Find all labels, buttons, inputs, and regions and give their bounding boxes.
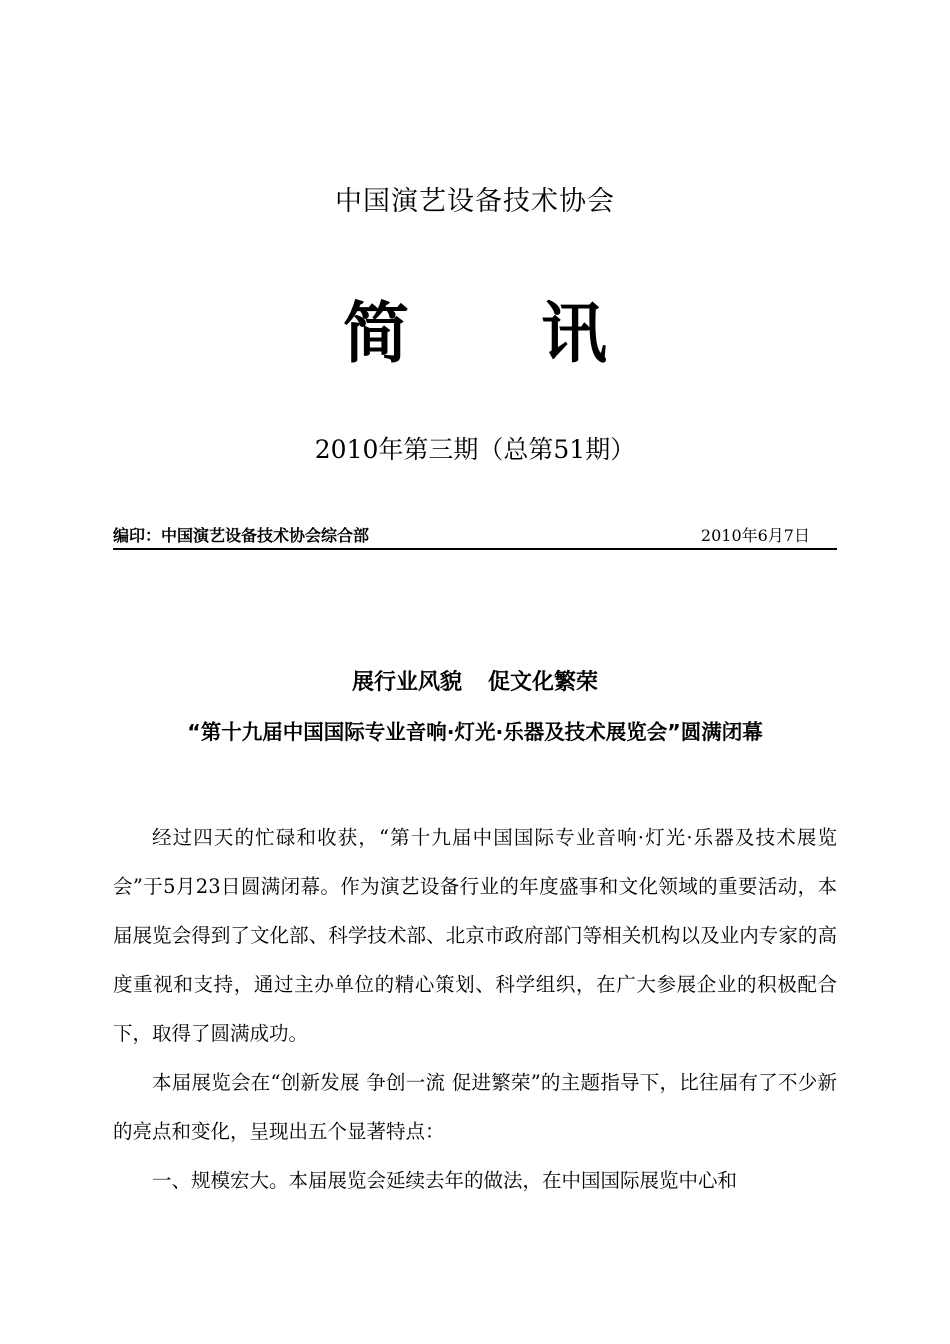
organization-name: 中国演艺设备技术协会 xyxy=(335,186,615,217)
paragraph: 一、规模宏大。本届展览会延续去年的做法，在中国国际展览中心和 xyxy=(152,1169,738,1192)
article-title xyxy=(0,666,950,700)
editor-name: 编印：中国演艺设备技术协会综合部 xyxy=(113,526,370,545)
article-title-part-1: 展行业风貌 xyxy=(351,670,462,695)
bulletin-title-char-1: 简 xyxy=(343,295,409,372)
paragraph: 经过四天的忙碌和收获，“第十九届中国国际专业音响·灯光·乐器及技术展览会”于5月23日圆满闭幕。作为演艺设备行业的年度盛事和文化领域的重要活动，本届展览会得到了文化部、科学技术部、北京市政府部门等相关机构以及业内专家的高度重视和支持，通过主办单位的精心策划、科学组织，在广大参展企业的积极配合下，取得了圆满成功。 xyxy=(113,826,837,1045)
article-subtitle: “第十九届中国国际专业音响·灯光·乐器及技术展览会”圆满闭幕 xyxy=(187,720,763,744)
article-body xyxy=(113,813,837,1205)
paragraph: 本届展览会在“创新发展 争创一流 促进繁荣”的主题指导下，比往届有了不少新的亮点和变化，呈现出五个显著特点： xyxy=(113,1071,837,1143)
bulletin-title xyxy=(0,296,950,372)
bulletin-title-char-2: 讯 xyxy=(541,295,607,372)
article-title-part-2: 促文化繁荣 xyxy=(488,670,599,695)
issue-number: 2010年第三期（总第51期） xyxy=(314,435,636,464)
publish-date: 2010年6月7日 xyxy=(700,526,810,545)
editor-row xyxy=(113,524,837,550)
